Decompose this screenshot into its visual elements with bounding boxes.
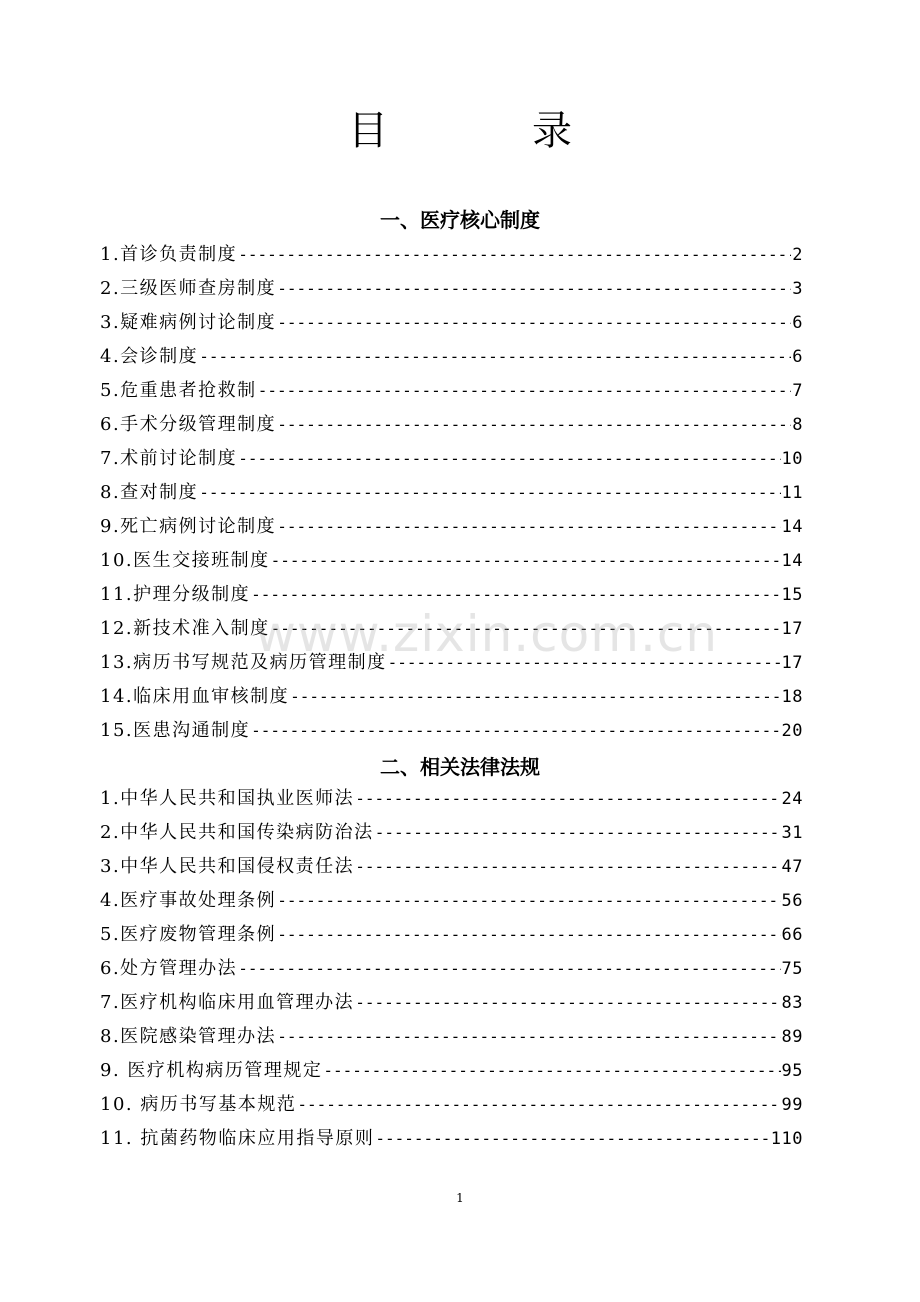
toc-entry-label: 3.疑难病例讨论制度 xyxy=(100,312,277,333)
toc-dot-leader xyxy=(290,680,780,714)
toc-dot-leader xyxy=(238,952,780,986)
toc-dot-leader xyxy=(277,408,791,442)
toc-entry-label: 11.护理分级制度 xyxy=(100,584,251,605)
toc-entry[interactable] xyxy=(100,272,803,306)
toc-entry-page-number: 99 xyxy=(781,1095,803,1115)
toc-entry-page-number: 14 xyxy=(781,551,803,571)
toc-entry-label: 14.临床用血审核制度 xyxy=(100,686,290,707)
toc-entry-page-number: 15 xyxy=(781,585,803,605)
toc-entry-page-number: 18 xyxy=(781,687,803,707)
toc-entry-label: 5.医疗废物管理条例 xyxy=(100,924,277,945)
toc-entry-label: 5.危重患者抢救制 xyxy=(100,380,257,401)
toc-dot-leader xyxy=(277,306,791,340)
toc-entry-page-number: 2 xyxy=(792,245,803,265)
toc-entry[interactable] xyxy=(100,646,803,680)
toc-entry-page-number: 7 xyxy=(792,381,803,401)
toc-dot-leader xyxy=(271,612,781,646)
toc-entry[interactable] xyxy=(100,782,803,816)
toc-entry-label: 10.医生交接班制度 xyxy=(100,550,270,571)
toc-entry-page-number: 20 xyxy=(781,721,803,741)
toc-entry-label: 10. 病历书写基本规范 xyxy=(100,1094,297,1115)
toc-dot-leader xyxy=(388,646,781,680)
toc-entry[interactable] xyxy=(100,544,803,578)
toc-entry-label: 6.手术分级管理制度 xyxy=(100,414,277,435)
toc-dot-leader xyxy=(297,1088,780,1122)
toc-entry-page-number: 8 xyxy=(792,415,803,435)
toc-entry-label: 9. 医疗机构病历管理规定 xyxy=(100,1060,323,1081)
page-number: 1 xyxy=(456,1191,464,1205)
toc-entry-page-number: 56 xyxy=(781,891,803,911)
watermark: www.zixin.com.cn xyxy=(255,605,719,663)
toc-entry-label: 15.医患沟通制度 xyxy=(100,720,251,741)
toc-entry-label: 8.查对制度 xyxy=(100,482,199,503)
toc-entry-page-number: 89 xyxy=(781,1027,803,1047)
toc-dot-leader xyxy=(251,578,780,612)
toc-entry[interactable] xyxy=(100,510,803,544)
toc-entry-label: 4.医疗事故处理条例 xyxy=(100,890,277,911)
toc-entry-label: 11. 抗菌药物临床应用指导原则 xyxy=(100,1128,375,1149)
toc-entry-page-number: 17 xyxy=(781,653,803,673)
toc-dot-leader xyxy=(277,510,780,544)
toc-entry-page-number: 95 xyxy=(781,1061,803,1081)
toc-entry[interactable] xyxy=(100,374,803,408)
toc-entry-page-number: 17 xyxy=(781,619,803,639)
toc-entry-label: 9.死亡病例讨论制度 xyxy=(100,516,277,537)
toc-entry-label: 13.病历书写规范及病历管理制度 xyxy=(100,652,387,673)
toc-entry[interactable] xyxy=(100,476,803,510)
toc-dot-leader xyxy=(238,238,791,272)
toc-dot-leader xyxy=(277,1020,780,1054)
toc-list-laws xyxy=(100,782,803,1156)
toc-entry-label: 2.三级医师查房制度 xyxy=(100,278,277,299)
toc-entry[interactable] xyxy=(100,714,803,748)
toc-dot-leader xyxy=(277,272,791,306)
toc-entry-page-number: 66 xyxy=(781,925,803,945)
toc-list-core-systems xyxy=(100,238,803,748)
toc-entry[interactable] xyxy=(100,1020,803,1054)
toc-entry-page-number: 6 xyxy=(792,313,803,333)
toc-entry-label: 4.会诊制度 xyxy=(100,346,199,367)
toc-entry-label: 8.医院感染管理办法 xyxy=(100,1026,277,1047)
toc-entry[interactable] xyxy=(100,816,803,850)
section-heading-laws: 二、相关法律法规 xyxy=(380,755,540,779)
toc-dot-leader xyxy=(355,986,780,1020)
toc-entry-label: 3.中华人民共和国侵权责任法 xyxy=(100,856,355,877)
toc-dot-leader xyxy=(258,374,792,408)
toc-entry[interactable] xyxy=(100,306,803,340)
toc-entry[interactable] xyxy=(100,1054,803,1088)
toc-entry-label: 2.中华人民共和国传染病防治法 xyxy=(100,822,374,843)
toc-entry-page-number: 75 xyxy=(781,959,803,979)
toc-dot-leader xyxy=(199,476,780,510)
toc-entry[interactable] xyxy=(100,680,803,714)
toc-entry[interactable] xyxy=(100,612,803,646)
toc-entry[interactable] xyxy=(100,340,803,374)
toc-entry[interactable] xyxy=(100,442,803,476)
toc-entry-label: 12.新技术准入制度 xyxy=(100,618,270,639)
toc-entry-page-number: 11 xyxy=(781,483,803,503)
toc-entry[interactable] xyxy=(100,918,803,952)
toc-dot-leader xyxy=(375,1122,769,1156)
toc-entry-page-number: 47 xyxy=(781,857,803,877)
toc-dot-leader xyxy=(355,850,780,884)
toc-entry[interactable] xyxy=(100,884,803,918)
toc-entry-page-number: 3 xyxy=(792,279,803,299)
toc-dot-leader xyxy=(277,884,780,918)
toc-entry[interactable] xyxy=(100,238,803,272)
toc-entry[interactable] xyxy=(100,578,803,612)
toc-entry-page-number: 24 xyxy=(781,789,803,809)
section-heading-core-systems: 一、医疗核心制度 xyxy=(380,208,540,232)
toc-entry-label: 7.医疗机构临床用血管理办法 xyxy=(100,992,355,1013)
toc-entry-label: 6.处方管理办法 xyxy=(100,958,238,979)
toc-entry-page-number: 14 xyxy=(781,517,803,537)
toc-entry-label: 1.首诊负责制度 xyxy=(100,244,238,265)
toc-dot-leader xyxy=(355,782,780,816)
toc-entry[interactable] xyxy=(100,1088,803,1122)
toc-entry[interactable] xyxy=(100,408,803,442)
toc-entry[interactable] xyxy=(100,986,803,1020)
toc-entry[interactable] xyxy=(100,952,803,986)
toc-entry-page-number: 83 xyxy=(781,993,803,1013)
toc-dot-leader xyxy=(199,340,791,374)
toc-entry-label: 1.中华人民共和国执业医师法 xyxy=(100,788,355,809)
page-title: 目 录 xyxy=(348,108,624,154)
toc-dot-leader xyxy=(251,714,780,748)
toc-entry-page-number: 110 xyxy=(770,1129,803,1149)
toc-dot-leader xyxy=(271,544,781,578)
toc-dot-leader xyxy=(375,816,781,850)
toc-entry-page-number: 10 xyxy=(781,449,803,469)
toc-entry-page-number: 6 xyxy=(792,347,803,367)
toc-entry[interactable] xyxy=(100,1122,803,1156)
toc-dot-leader xyxy=(238,442,780,476)
toc-entry-page-number: 31 xyxy=(781,823,803,843)
toc-entry[interactable] xyxy=(100,850,803,884)
toc-entry-label: 7.术前讨论制度 xyxy=(100,448,238,469)
toc-dot-leader xyxy=(277,918,780,952)
toc-dot-leader xyxy=(323,1054,780,1088)
